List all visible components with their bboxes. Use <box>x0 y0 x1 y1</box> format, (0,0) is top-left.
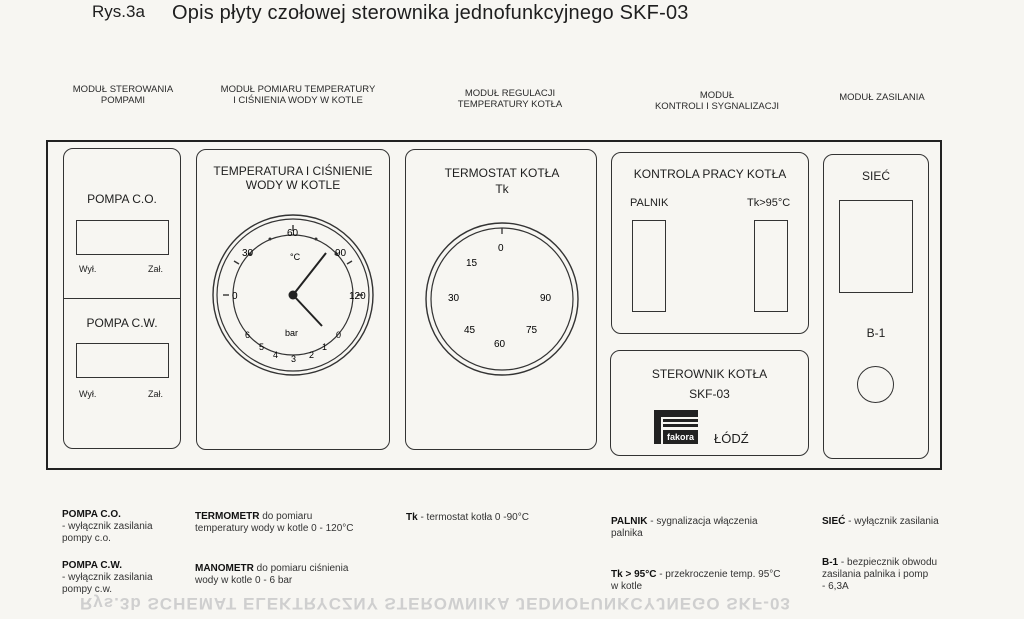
gauge-title: TEMPERATURA I CIŚNIENIE WODY W KOTLE <box>213 164 373 192</box>
thermostat-title: TERMOSTAT KOTŁA <box>444 166 560 180</box>
thermostat-knob-dial[interactable] <box>424 221 580 377</box>
legend-fuse: B-1 - bezpiecznik obwodu zasilania palnika i pomp - 6,3A <box>822 557 938 592</box>
pump-cw-switch[interactable] <box>76 343 169 378</box>
module-label-control: MODUŁ KONTROLI I SYGNALIZACJI <box>654 90 780 112</box>
legend-overtemp: Tk > 95°C - przekroczenie temp. 95°C w kotle <box>611 569 781 592</box>
overtemp-indicator-lamp <box>754 220 788 312</box>
controller-city: ŁÓDŹ <box>714 431 749 446</box>
temp-tick-0: 0 <box>232 291 238 302</box>
pump-cw-label: POMPA C.W. <box>86 316 158 330</box>
thermostat-tick-30: 30 <box>448 293 460 304</box>
thermostat-tick-45: 45 <box>464 325 476 336</box>
mains-label: SIEĆ <box>861 169 890 183</box>
legend-pump-co: POMPA C.O. - wyłącznik zasilania pompy c.o. <box>62 509 153 544</box>
pump-co-label: POMPA C.O. <box>87 192 157 206</box>
thermostat-tick-60: 60 <box>494 339 506 350</box>
burner-indicator-lamp <box>632 220 666 312</box>
fakora-logo <box>654 410 698 444</box>
legend-burner: PALNIK - sygnalizacja włączenia palnika <box>611 516 758 539</box>
pressure-tick-3: 3 <box>291 354 297 364</box>
thermostat-subtitle: Tk <box>495 182 509 196</box>
pressure-tick-1: 1 <box>322 342 328 352</box>
thermostat-tick-75: 75 <box>526 325 538 336</box>
pressure-tick-5: 5 <box>259 342 265 352</box>
controller-title: STEROWNIK KOTŁA <box>651 367 768 381</box>
module-label-regulation: MODUŁ REGULACJI TEMPERATURY KOTŁA <box>457 88 563 110</box>
pump-co-on-label: Zał. <box>148 264 164 274</box>
legend-pump-cw: POMPA C.W. - wyłącznik zasilania pompy c.w. <box>62 560 153 595</box>
pressure-needle <box>293 295 322 326</box>
thermostat-tick-15: 15 <box>466 258 478 269</box>
legend-manometer: MANOMETR do pomiaru ciśnienia wody w kotle 0 - 6 bar <box>195 563 349 586</box>
temp-unit: °C <box>290 252 301 262</box>
controller-model: SKF-03 <box>689 387 730 401</box>
control-title: KONTROLA PRACY KOTŁA <box>633 167 787 181</box>
module-label-pumps: MODUŁ STEROWANIA POMPAMI <box>72 84 174 106</box>
fuse-label: B-1 <box>866 326 886 340</box>
pressure-tick-0: 0 <box>336 330 342 340</box>
pump-cw-on-label: Zał. <box>148 389 164 399</box>
controller-nameplate-panel <box>610 350 809 456</box>
needle-hub <box>289 291 298 300</box>
pressure-tick-6: 6 <box>245 330 251 340</box>
pump-cw-off-label: Wył. <box>79 389 97 399</box>
bleed-through-caption: Rys.3b SCHEMAT ELEKTRYCZNY STEROWNIKA JEDNOFUNKCYJNEGO SKF-03 <box>80 594 791 613</box>
module-label-measure: MODUŁ POMIARU TEMPERATURY I CIŚNIENIA WODY W KOTLE <box>220 84 376 106</box>
thermo-manometer-gauge <box>212 214 374 376</box>
pressure-unit: bar <box>285 328 299 338</box>
legend-thermostat: Tk - termostat kotła 0 -90°C <box>406 512 529 523</box>
module-label-power: MODUŁ ZASILANIA <box>839 92 925 103</box>
pump-divider <box>64 298 180 299</box>
temp-tick-30: 30 <box>242 248 254 259</box>
thermostat-tick-90: 90 <box>540 293 552 304</box>
fuse-holder[interactable] <box>857 366 894 403</box>
legend-mains: SIEĆ - wyłącznik zasilania <box>822 516 939 527</box>
figure-title: Opis płyty czołowej sterownika jednofunkcyjnego SKF-03 <box>172 2 689 24</box>
temp-tick-120: 120 <box>349 291 366 302</box>
legend-thermometer: TERMOMETR do pomiaru temperatury wody w kotle 0 - 120°C <box>195 511 354 534</box>
burner-label: PALNIK <box>630 197 669 209</box>
fakora-logo-text: fakora <box>663 430 698 444</box>
figure-label: Rys.3a <box>92 2 145 21</box>
pressure-tick-4: 4 <box>273 350 279 360</box>
pump-co-off-label: Wył. <box>79 264 97 274</box>
pressure-tick-2: 2 <box>309 350 315 360</box>
thermostat-tick-0: 0 <box>498 243 504 254</box>
temp-tick-60: 60 <box>287 228 299 239</box>
temp-tick-90: 90 <box>335 248 347 259</box>
pump-co-switch[interactable] <box>76 220 169 255</box>
overtemp-label: Tk>95°C <box>747 197 791 209</box>
mains-switch[interactable] <box>839 200 913 293</box>
